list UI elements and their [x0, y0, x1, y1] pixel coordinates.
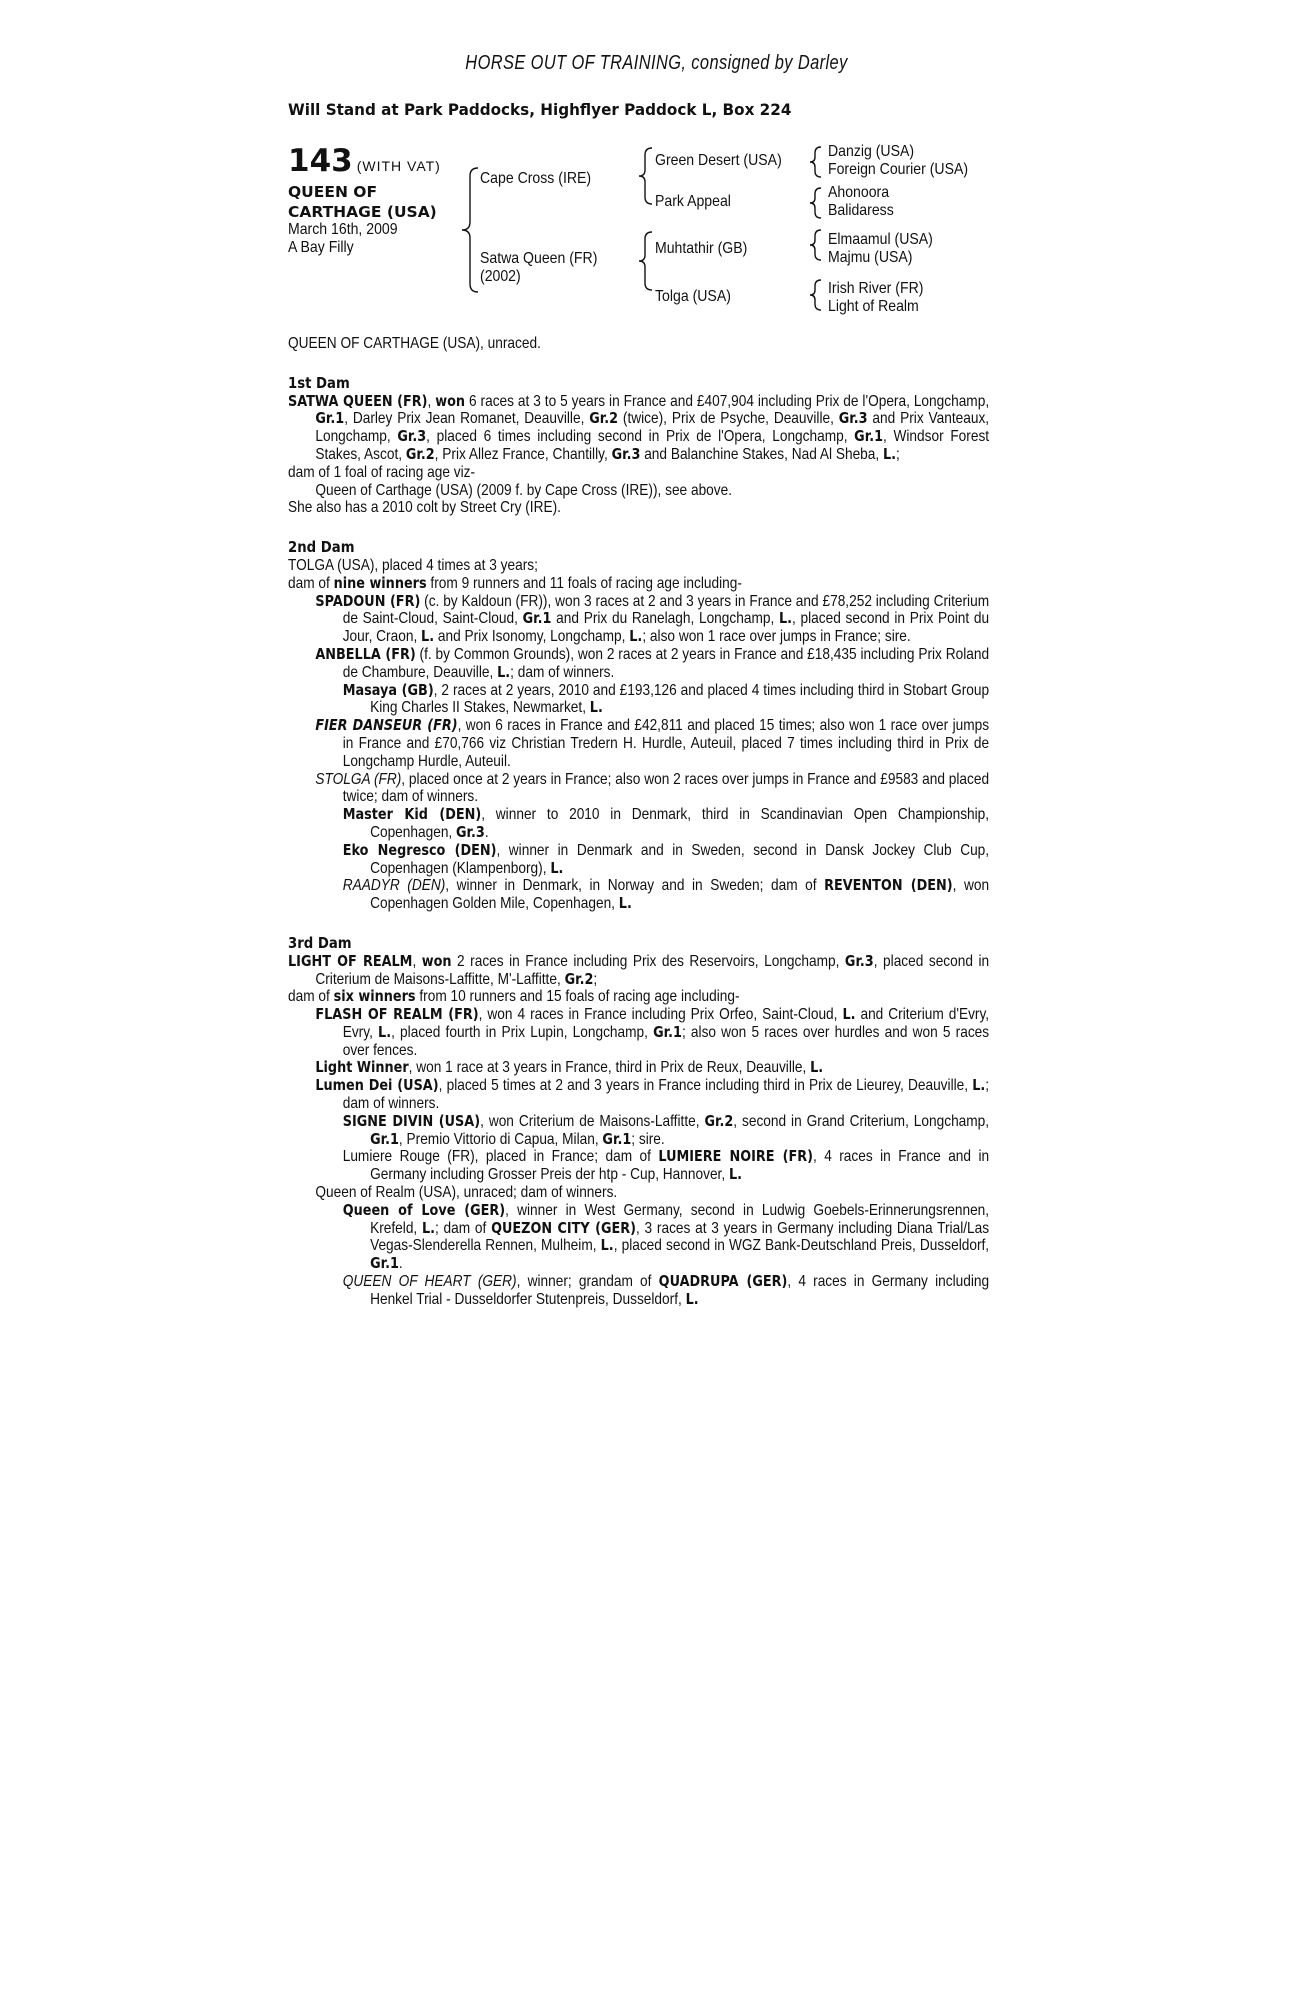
entry-flash-of-realm: FLASH OF REALM (FR), won 4 races in France including Prix Orfeo, Saint-Cloud, L. and Criterium d'Evry, Evry, L., placed fourth in Prix Lupin, Longchamp, Gr.1; also won 5 races over hurdles and won 5 races over fences. [315, 1005, 990, 1059]
third-dam-entry: LIGHT OF REALM, won 2 races in France including Prix des Reservoirs, Longchamp, Gr.3, placed second in Criterium de Maisons-Laffitte, M'-Laffitte, Gr.2; [288, 951, 990, 988]
horse-name-line2: CARTHAGE (USA) [288, 203, 437, 221]
ped-dam-year: (2002) [480, 268, 521, 285]
ped-sire-dam: Park Appeal [655, 193, 731, 210]
ped-dds: Irish River (FR) [828, 280, 924, 297]
entry-queen-of-heart: QUEEN OF HEART (GER), winner; grandam of QUADRUPA (GER), 4 races in Germany including Henkel Trial - Dusseldorfer Stutenpreis, Dusseldorf, L. [342, 1272, 990, 1308]
entry-spadoun: SPADOUN (FR) (c. by Kaldoun (FR)), won 3 races at 2 and 3 years in France and £78,252 including Criterium de Saint-Cloud, Saint-Cloud, Gr.1 and Prix du Ranelagh, Longchamp, L., placed second in Prix Point du Jour, Craon, L. and Prix Isonomy, Longchamp, L.; also won 1 race over jumps in France; sire. [315, 591, 990, 646]
first-dam-foal-1: Queen of Carthage (USA) (2009 f. by Cape Cross (IRE)), see above. [315, 481, 733, 499]
entry-fier-danseur: FIER DANSEUR (FR), won 6 races in France and £42,811 and placed 15 times; also won 1 race over jumps in France and £70,766 viz Christian Tredern H. Hurdle, Auteuil, placed 7 times including third in Prix de Longchamp Hurdle, Auteuil. [315, 716, 990, 770]
ped-sire-sire: Green Desert (USA) [655, 152, 782, 169]
ped-sds: Ahonoora [828, 184, 890, 201]
entry-anbella: ANBELLA (FR) (f. by Common Grounds), won 2 races at 2 years in France and £18,435 including Prix Roland de Chambure, Deauville, L.; dam of winners. [315, 644, 990, 681]
ped-sdd: Balidaress [828, 202, 894, 219]
ped-dam: Satwa Queen (FR) [480, 250, 598, 267]
page-title: HORSE OUT OF TRAINING, consigned by Darley [465, 52, 848, 74]
second-dam-heading: 2nd Dam [288, 538, 355, 557]
second-dam-of: dam of nine winners from 9 runners and 11 foals of racing age including- [288, 573, 742, 592]
first-dam-entry: SATWA QUEEN (FR), won 6 races at 3 to 5 years in France and £407,904 including Prix de l'Opera, Longchamp, Gr.1, Darley Prix Jean Romanet, Deauville, Gr.2 (twice), Prix de Psyche, Deauville, Gr.3 and Prix Vanteaux, Longchamp, Gr.3, placed 6 times including second in Prix de l'Opera, Longchamp, Gr.1, Windsor Forest Stakes, Ascot, Gr.2, Prix Allez France, Chantilly, Gr.3 and Balanchine Stakes, Nad Al Sheba, L.; [288, 391, 990, 463]
foaling-date: March 16th, 2009 [288, 221, 398, 238]
entry-lumiere-rouge: Lumiere Rouge (FR), placed in France; dam of LUMIERE NOIRE (FR), 4 races in France and in Germany including Grosser Preis der htp - Cup, Hannover, L. [342, 1147, 990, 1184]
ped-dss: Elmaamul (USA) [828, 231, 933, 248]
first-dam-foals: dam of 1 foal of racing age viz- [288, 463, 476, 481]
ped-dam-sire: Muhtathir (GB) [655, 240, 748, 257]
ped-ddd: Light of Realm [828, 298, 919, 315]
entry-light-winner: Light Winner, won 1 race at 3 years in France, third in Prix de Reux, Deauville, L. [315, 1058, 824, 1077]
entry-raadyr: RAADYR (DEN), winner in Denmark, in Norway and in Sweden; dam of REVENTON (DEN), won Copenhagen Golden Mile, Copenhagen, L. [342, 876, 990, 913]
third-dam-heading: 3rd Dam [288, 933, 352, 952]
vat-note: (WITH VAT) [356, 158, 441, 174]
intro-line: QUEEN OF CARTHAGE (USA), unraced. [288, 335, 541, 352]
first-dam-heading: 1st Dam [288, 373, 350, 392]
brace-sire [639, 148, 652, 204]
brace-dam [639, 232, 652, 290]
horse-description: A Bay Filly [288, 239, 354, 256]
entry-queen-of-realm: Queen of Realm (USA), unraced; dam of winners. [315, 1184, 618, 1202]
brace-park-appeal [810, 188, 821, 218]
ped-ssd: Foreign Courier (USA) [828, 161, 969, 178]
brace-muhtathir [810, 230, 821, 260]
brace-tolga [810, 280, 821, 310]
entry-stolga: STOLGA (FR), placed once at 2 years in France; also won 2 races over jumps in France and £9583 and placed twice; dam of winners. [315, 770, 990, 806]
ped-dsd: Majmu (USA) [828, 249, 913, 266]
entry-eko-negresco: Eko Negresco (DEN), winner in Denmark and in Sweden, second in Dansk Jockey Club Cup, Copenhagen (Klampenborg), L. [342, 840, 990, 877]
horse-name-line1: QUEEN OF [288, 183, 378, 201]
ped-sss: Danzig (USA) [828, 143, 915, 160]
entry-masaya: Masaya (GB), 2 races at 2 years, 2010 and £193,126 and placed 4 times including third in Stobart Group King Charles II Stakes, Newmarket, L. [342, 680, 990, 717]
ped-sire: Cape Cross (IRE) [480, 170, 592, 187]
second-dam-line: TOLGA (USA), placed 4 times at 3 years; [288, 556, 538, 574]
first-dam-colt: She also has a 2010 colt by Street Cry (IRE). [288, 499, 561, 517]
entry-queen-of-love: Queen of Love (GER), winner in West Germany, second in Ludwig Goebels-Erinnerungsrennen, Krefeld, L.; dam of QUEZON CITY (GER), 3 races at 3 years in Germany including Diana Trial/Las Vegas-Slenderella Rennen, Mulheim, L., placed second in WGZ Bank-Deutschland Preis, Dusseldorf, Gr.1. [342, 1200, 990, 1273]
produce-record [288, 335, 989, 1309]
third-dam-of: dam of six winners from 10 runners and 15 foals of racing age including- [288, 987, 740, 1006]
entry-signe-divin: SIGNE DIVIN (USA), won Criterium de Maisons-Laffitte, Gr.2, second in Grand Criterium, Longchamp, Gr.1, Premio Vittorio di Capua, Milan, Gr.1; sire. [342, 1111, 990, 1148]
stand-location: Will Stand at Park Paddocks, Highflyer Paddock L, Box 224 [288, 100, 792, 119]
entry-lumen-dei: Lumen Dei (USA), placed 5 times at 2 and 3 years in France including third in Prix de Lieurey, Deauville, L.; dam of winners. [315, 1076, 990, 1113]
entry-master-kid: Master Kid (DEN), winner to 2010 in Denmark, third in Scandinavian Open Championship, Copenhagen, Gr.3. [342, 805, 990, 841]
brace-green-desert [810, 147, 821, 177]
ped-dam-dam: Tolga (USA) [655, 288, 731, 305]
lot-number: 143 [288, 143, 353, 179]
brace-sire-dam [462, 168, 478, 292]
